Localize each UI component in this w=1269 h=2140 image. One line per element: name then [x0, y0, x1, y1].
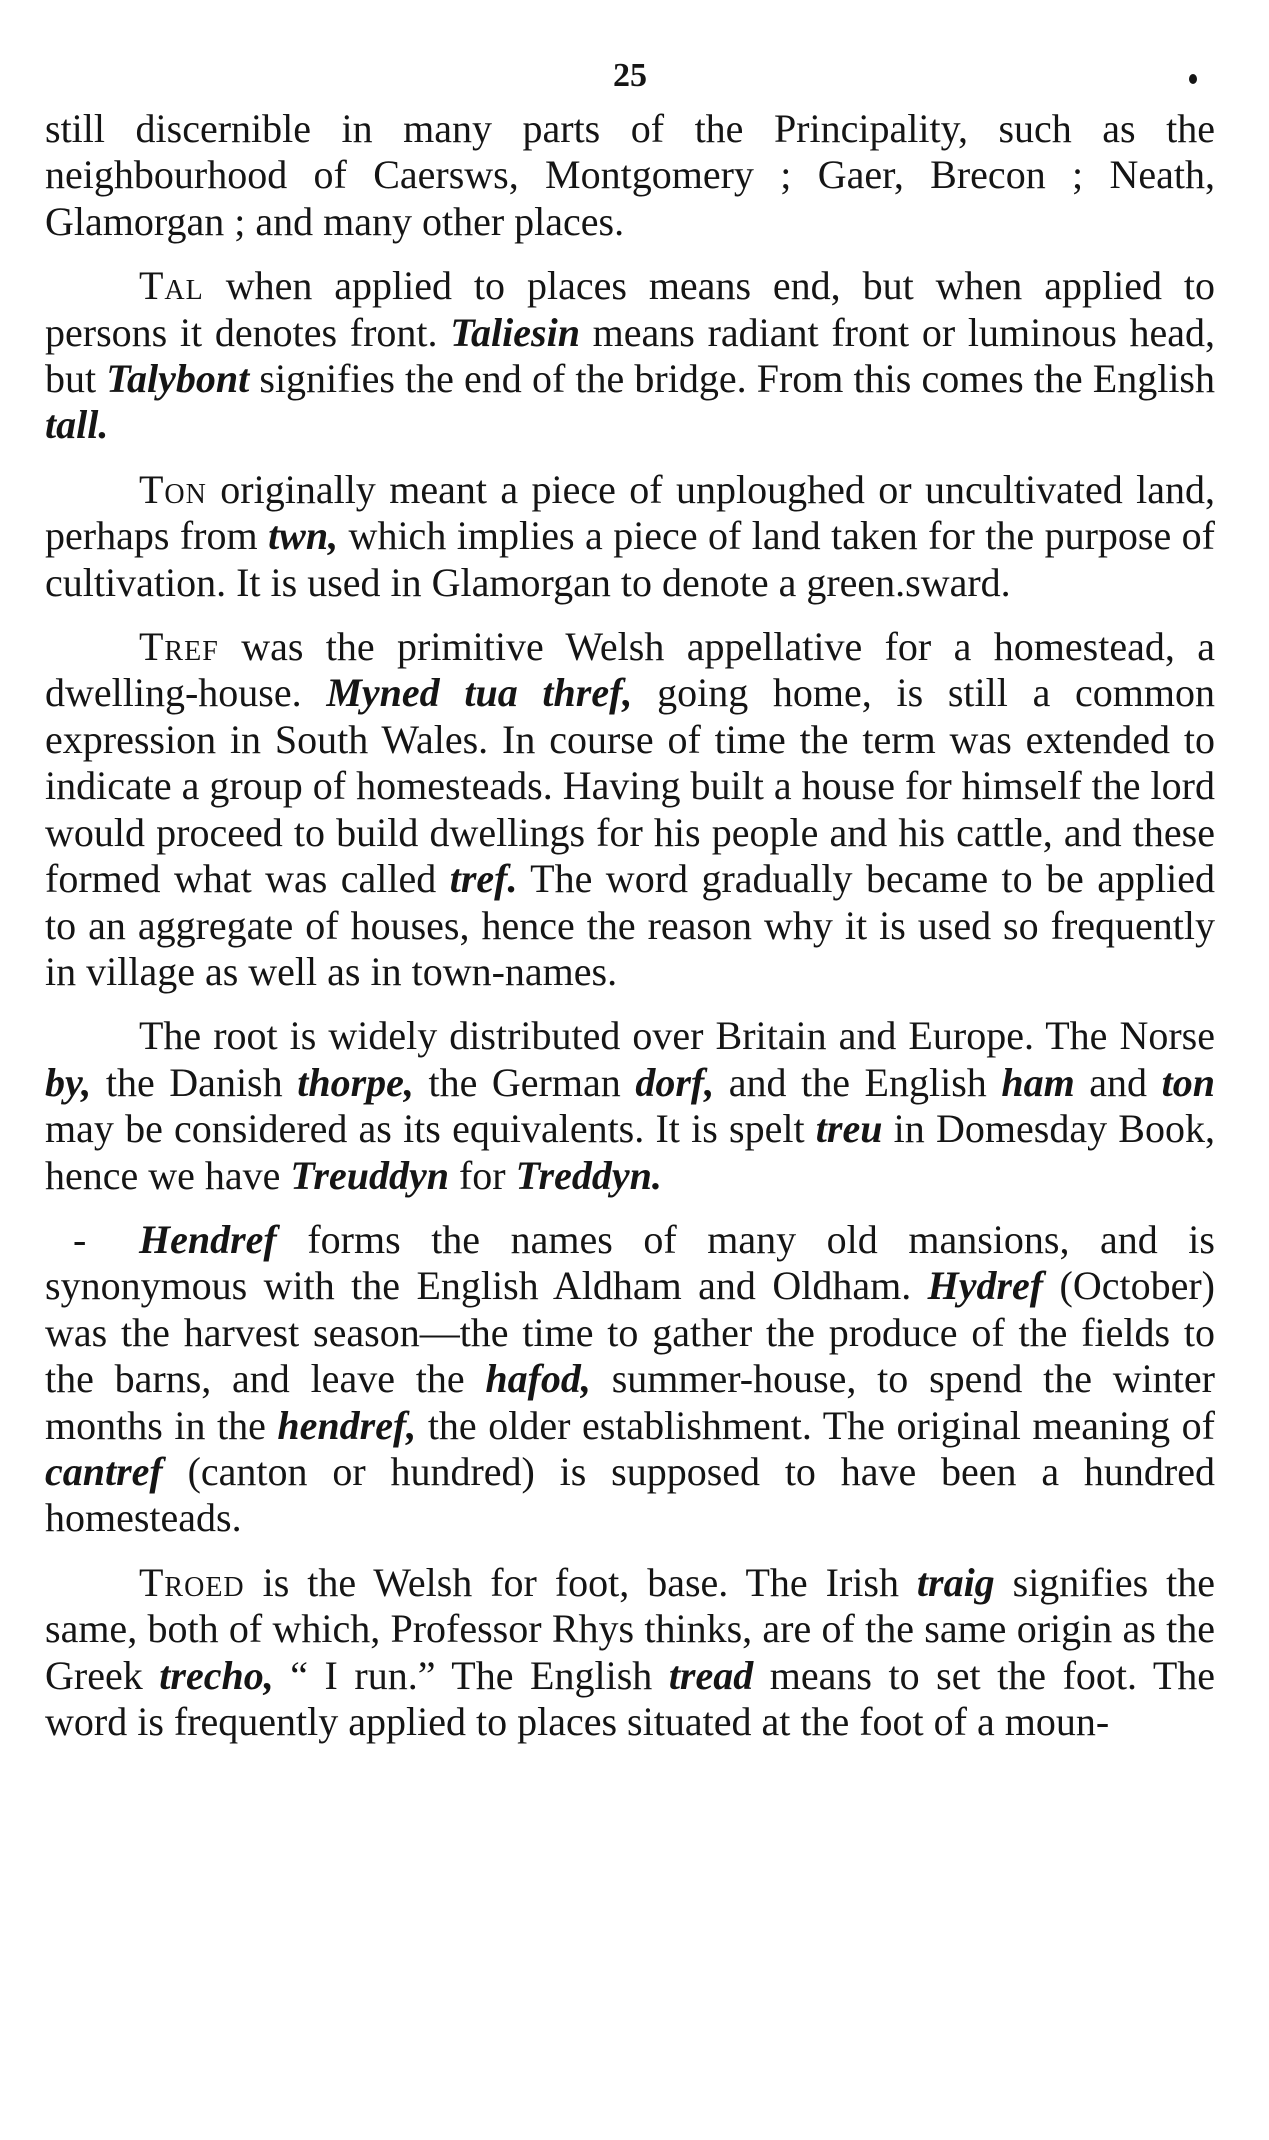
italic-term: Hendref [139, 1216, 277, 1262]
paragraph-continued: still discernible in many parts of the Principality, such as the neighbourhood of Caersws, Montgomery ; Gaer, Brecon ; Neath, Glamorgan ; and many other places. [45, 106, 1215, 244]
italic-term: tall. [45, 402, 109, 448]
italic-term: hafod, [485, 1356, 591, 1402]
entry-term: Tref [139, 624, 219, 670]
italic-term: treu [815, 1106, 883, 1152]
italic-term: cantref [45, 1448, 163, 1494]
italic-term: by, [45, 1059, 92, 1105]
paragraph-hendref: - Hendref forms the names of many old mansions, and is synonymous with the English Aldham and Oldham. Hydref (October) was the harvest season—the time to gather the produce of the fields to the barns, and leave the hafod, summer-house, to spend the winter months in the hendref, the older establishment. The original meaning of cantref (canton or hundred) is supposed to have been a hundred homesteads. [45, 1216, 1216, 1541]
italic-term: dorf, [635, 1059, 715, 1105]
entry-term: Troed [139, 1559, 245, 1605]
italic-term: twn, [268, 513, 339, 559]
book-page [45, 50, 1215, 1763]
italic-term: ham [1001, 1059, 1075, 1105]
page-number-text: 25 [613, 57, 647, 94]
italic-term: traig [916, 1559, 995, 1605]
italic-term: Myned tua thref, [326, 670, 633, 716]
italic-term: ton [1161, 1059, 1215, 1105]
italic-term: Hydref [927, 1263, 1044, 1309]
italic-term: Treddyn. [515, 1152, 662, 1198]
entry-term: Ton [139, 466, 207, 512]
italic-term: Talybont [106, 356, 250, 402]
italic-term: hendref, [277, 1402, 417, 1448]
entry-term: Tal [139, 263, 204, 309]
page-number [45, 50, 1215, 102]
italic-term: tref. [449, 856, 518, 902]
ink-speck [1189, 74, 1197, 84]
italic-term: trecho, [159, 1652, 274, 1698]
paragraph-ton: Ton originally meant a piece of unploughed or uncultivated land, perhaps from twn, which implies a piece of land taken for the purpose of cultivation. It is used in Glamorgan to denote a green.sward. [45, 466, 1216, 605]
paragraph-tal: Tal when applied to places means end, but when applied to persons it denotes front. Taliesin means radiant front or luminous head, but Talybont signifies the end of the bridge. From this comes the English tall. [45, 263, 1215, 448]
paragraph-root: The root is widely distributed over Britain and Europe. The Norse by, the Danish thorpe, the German dorf, and the English ham and ton may be considered as its equivalents. It is spelt treu in Domesday Book, hence we have Treuddyn for Treddyn. [45, 1013, 1215, 1198]
margin-mark: - [73, 1216, 87, 1262]
italic-term: thorpe, [297, 1059, 414, 1105]
italic-term: tread [668, 1652, 754, 1698]
italic-term: Taliesin [450, 309, 580, 355]
italic-term: Treuddyn [290, 1152, 449, 1198]
body-text [45, 106, 1215, 1745]
paragraph-tref: Tref was the primitive Welsh appellative for a homestead, a dwelling-house. Myned tua thref, going home, is still a common expression in South Wales. In course of time the term was extended to indicate a group of homesteads. Having built a house for himself the lord would proceed to build dwellings for his people and his cattle, and these formed what was called tref. The word gradually became to be applied to an aggregate of houses, hence the reason why it is used so frequently in village as well as in town-names. [45, 624, 1215, 994]
paragraph-troed: Troed is the Welsh for foot, base. The Irish traig signifies the same, both of which, Professor Rhys thinks, are of the same origin as the Greek trecho, “ I run.” The English tread means to set the foot. The word is frequently applied to places situated at the foot of a moun- [45, 1559, 1216, 1744]
